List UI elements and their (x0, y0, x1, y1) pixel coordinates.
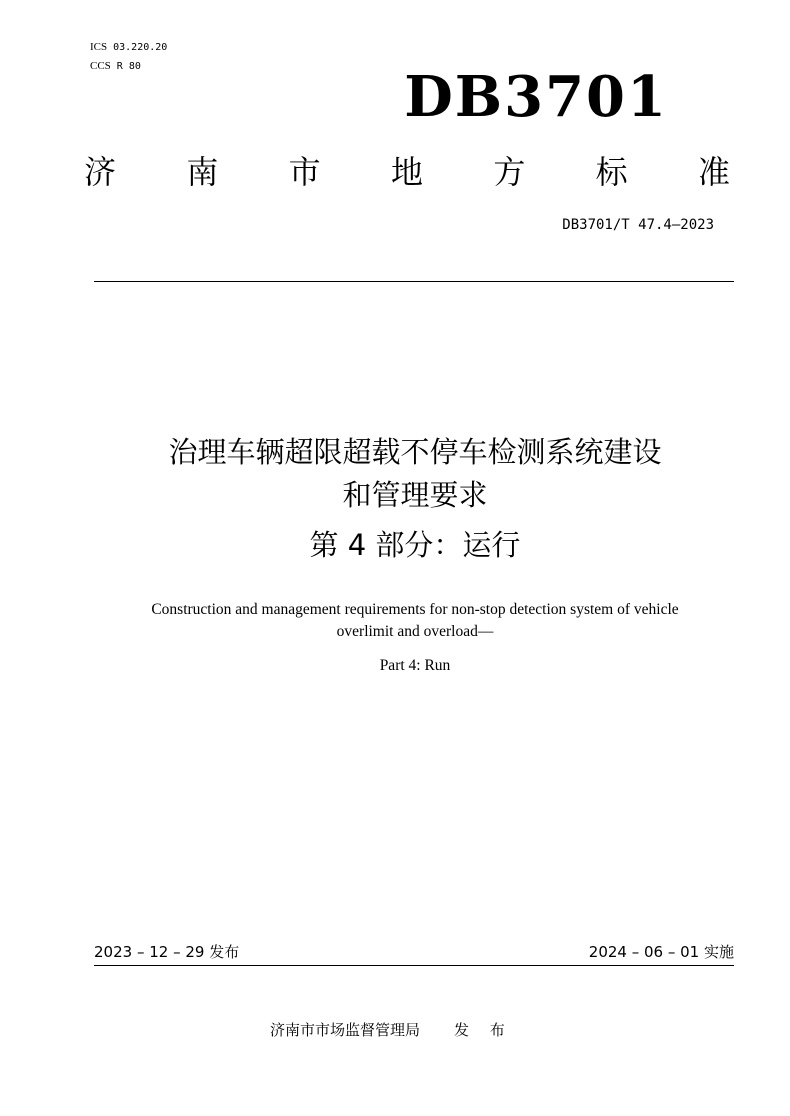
standard-type-char: 地 (390, 153, 423, 191)
issue-date: 2023 – 12 – 29 发布 (94, 943, 240, 961)
title-en-line-1: Construction and management requirements for non-stop detection system of vehicle (151, 601, 679, 618)
ccs-label: CCS (90, 60, 111, 72)
standard-type-char: 南 (186, 153, 219, 191)
standard-type-char: 市 (288, 153, 321, 191)
standard-type (84, 150, 730, 194)
ics-line (90, 40, 167, 54)
standard-type-char: 方 (493, 153, 526, 191)
header-divider (94, 281, 734, 282)
standard-code: DB3701 (404, 64, 668, 130)
footer-divider (94, 965, 734, 966)
title-en-line-3: Part 4: Run (379, 657, 451, 674)
issuer-line (270, 1019, 513, 1041)
standard-number: DB3701/T 47.4—2023 (562, 217, 714, 233)
title-cn-line-1: 治理车辆超限超载不停车检测系统建设 (168, 435, 662, 469)
issue-word: 发 布 (454, 1021, 513, 1039)
standard-type-char: 标 (595, 153, 628, 191)
issuer-name: 济南市市场监督管理局 (270, 1021, 421, 1039)
standard-type-char: 准 (697, 153, 730, 191)
ccs-line (90, 59, 141, 73)
standard-type-char: 济 (84, 153, 117, 191)
title-cn-line-3: 第 4 部分：运行 (309, 528, 521, 562)
title-en-line-2: overlimit and overload— (336, 623, 494, 640)
title-cn-line-2: 和管理要求 (342, 478, 488, 512)
ccs-value: R 80 (116, 61, 141, 72)
implement-date: 2024 – 06 – 01 实施 (588, 943, 734, 961)
ics-value: 03.220.20 (113, 42, 168, 53)
ics-label: ICS (90, 41, 108, 53)
